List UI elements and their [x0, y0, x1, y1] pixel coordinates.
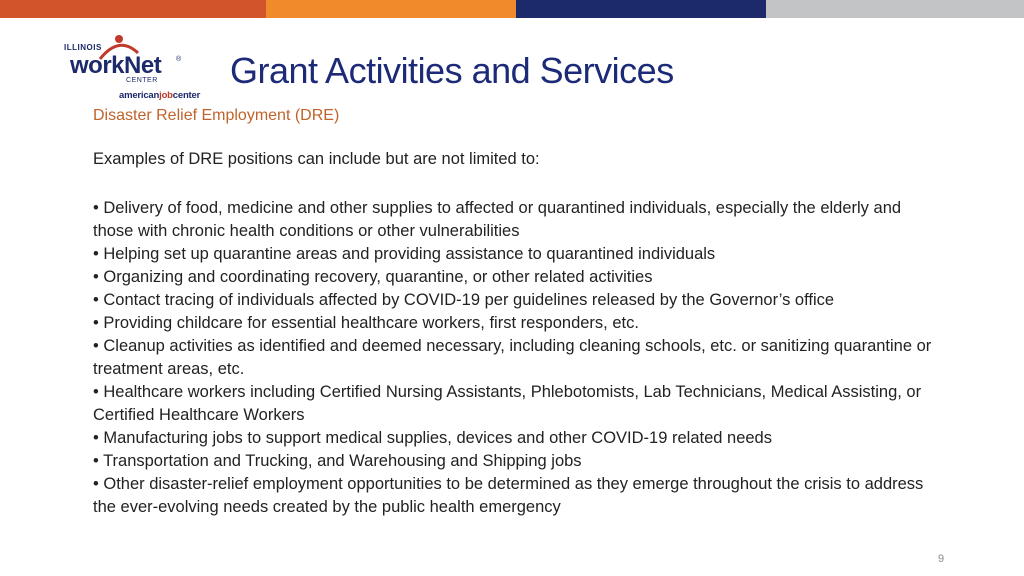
intro-text: Examples of DRE positions can include but are not limited to: — [93, 150, 540, 168]
ajc-prefix: american — [119, 90, 160, 101]
list-item: • Healthcare workers including Certified Nursing Assistants, Phlebotomists, Lab Technicians, Medical Assisting, or Certified Healthcare Workers — [93, 383, 922, 424]
bar-segment-orange — [266, 0, 516, 18]
logo-worknet-text: workNet — [70, 52, 162, 79]
american-job-center-logo — [119, 90, 200, 101]
logo-registered-mark: ® — [176, 56, 182, 63]
bar-segment-navy — [516, 0, 766, 18]
list-item: • Manufacturing jobs to support medical supplies, devices and other COVID-19 related needs — [93, 429, 772, 447]
list-item: • Cleanup activities as identified and deemed necessary, including cleaning schools, etc. or sanitizing quarantine or treatment areas, etc. — [93, 337, 932, 378]
list-item: • Transportation and Trucking, and Warehousing and Shipping jobs — [93, 452, 582, 470]
logo-center-text: CENTER — [126, 77, 158, 84]
logo-state-text: ILLINOIS — [64, 43, 102, 52]
list-item: • Contact tracing of individuals affected by COVID-19 per guidelines released by the Governor’s office — [93, 291, 835, 309]
page-number: 9 — [938, 553, 945, 565]
top-color-bar — [0, 0, 1024, 18]
ajc-highlight: job — [159, 90, 173, 101]
slide-subtitle: Disaster Relief Employment (DRE) — [93, 107, 340, 124]
slide-body — [93, 148, 943, 519]
slide-title: Grant Activities and Services — [230, 50, 674, 91]
bar-segment-gray — [766, 0, 1024, 18]
list-item: • Organizing and coordinating recovery, quarantine, or other related activities — [93, 268, 653, 286]
list-item: • Delivery of food, medicine and other supplies to affected or quarantined individuals, especially the elderly and those with chronic health conditions or other vulnerabilities — [93, 199, 902, 240]
list-item: • Providing childcare for essential healthcare workers, first responders, etc. — [93, 314, 639, 332]
ajc-suffix: center — [172, 90, 201, 101]
dre-position-list — [93, 197, 943, 519]
bar-segment-red — [0, 0, 266, 18]
list-item: • Helping set up quarantine areas and providing assistance to quarantined individuals — [93, 245, 716, 263]
list-item: • Other disaster-relief employment opportunities to be determined as they emerge throughout the crisis to address the ever-evolving needs created by the public health emergency — [93, 475, 924, 516]
illinois-worknet-logo — [62, 33, 222, 105]
